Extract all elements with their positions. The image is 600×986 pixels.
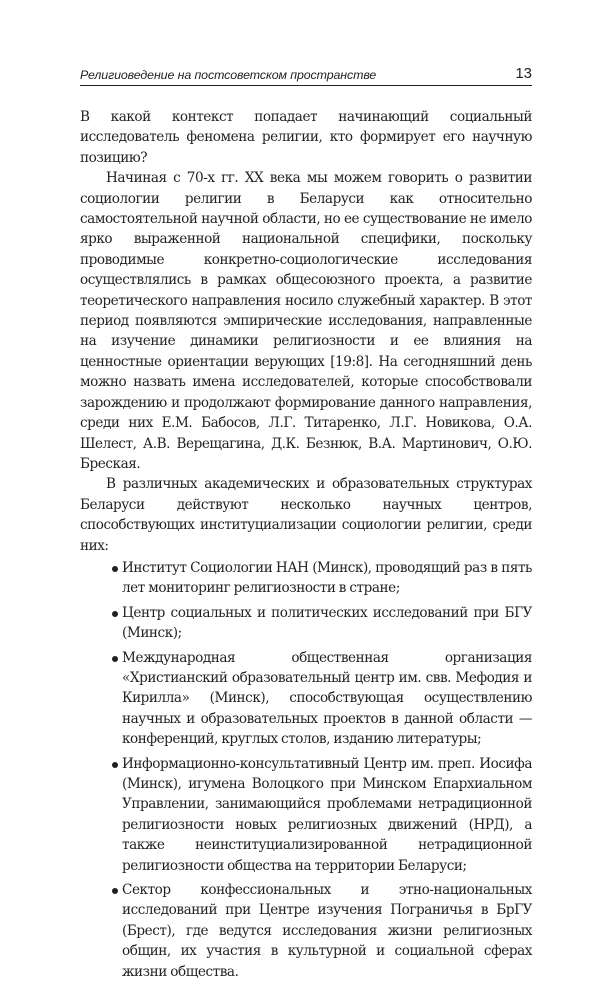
bullet-icon [112,566,118,572]
bullet-icon [112,656,118,662]
list-item-text: Институт Социологии НАН (Минск), проводящий раз в пять лет мониторинг религиозности в стране; [122,559,532,597]
list-item-text: Информационно-консультативный Центр им. преп. Иосифа (Минск), игумена Волоцкого при Минском Епархиальном Управлении, занимающийся проблемами нетрадиционной религиозности новых религиозных движений (НРД), а также неинституциализированной нетрадиционной религиозности общества на территории Беларуси; [122,755,532,874]
book-page [80,64,532,986]
list-item-text: Центр социальных и политических исследований при БГУ (Минск); [122,604,532,642]
bullet-icon [112,762,118,768]
running-title: Религиоведение на постсоветском пространстве [80,68,377,82]
bullet-icon [112,888,118,894]
list-item [122,880,532,982]
bullet-icon [112,611,118,617]
list-item [122,754,532,876]
body-text [80,107,532,982]
page-number: 13 [515,65,532,82]
list-item [122,558,532,599]
paragraph-history: Начиная с 70-х гг. XX века мы можем говорить о развитии социологии религии в Беларуси как относительно самостоятельной научной области, но ее существование не имело ярко выраженной национальной специфики, поскольку проводимые конкретно-социологические исследования осуществлялись в рамках общесоюзного проекта, а развитие теоретического направления носило служебный характер. В этот период появляются эмпирические исследования, направленные на изучение динамики религиозности и ее влияния на ценностные ориентации верующих [19:8]. На сегодняшний день можно назвать имена исследователей, которые способствовали зарождению и продолжают формирование данного направления, среди них Е.М. Бабосов, Л.Г. Титаренко, Л.Г. Новикова, О.А. Шелест, А.В. Верещагина, Д.К. Безнюк, В.А. Мартинович, О.Ю. Бреская. [80,170,532,472]
research-centers-list [80,558,532,982]
list-item-text: Международная общественная организация «Христианский образовательный центр им. свв. Мефодия и Кирилла» (Минск), способствующая осуществлению научных и образовательных проектов в данной области — конференций, круглых столов, изданию литературы; [122,649,532,748]
paragraph-question: В какой контекст попадает начинающий социальный исследователь феномена религии, кто формирует его научную позицию? [80,109,532,166]
list-item [122,648,532,750]
list-item [122,603,532,644]
running-header [80,64,532,86]
list-item-text: Сектор конфессиональных и этно-национальных исследований при Центре изучения Пограничья в БрГУ (Брест), где ведутся исследования жизни религиозных общин, их участия в культурной и социальной сферах жизни общества. [122,882,532,980]
paragraph-centers-intro: В различных академических и образовательных структурах Беларуси действуют несколько научных центров, способствующих институциализации социологии религии, среди них: [80,476,532,554]
